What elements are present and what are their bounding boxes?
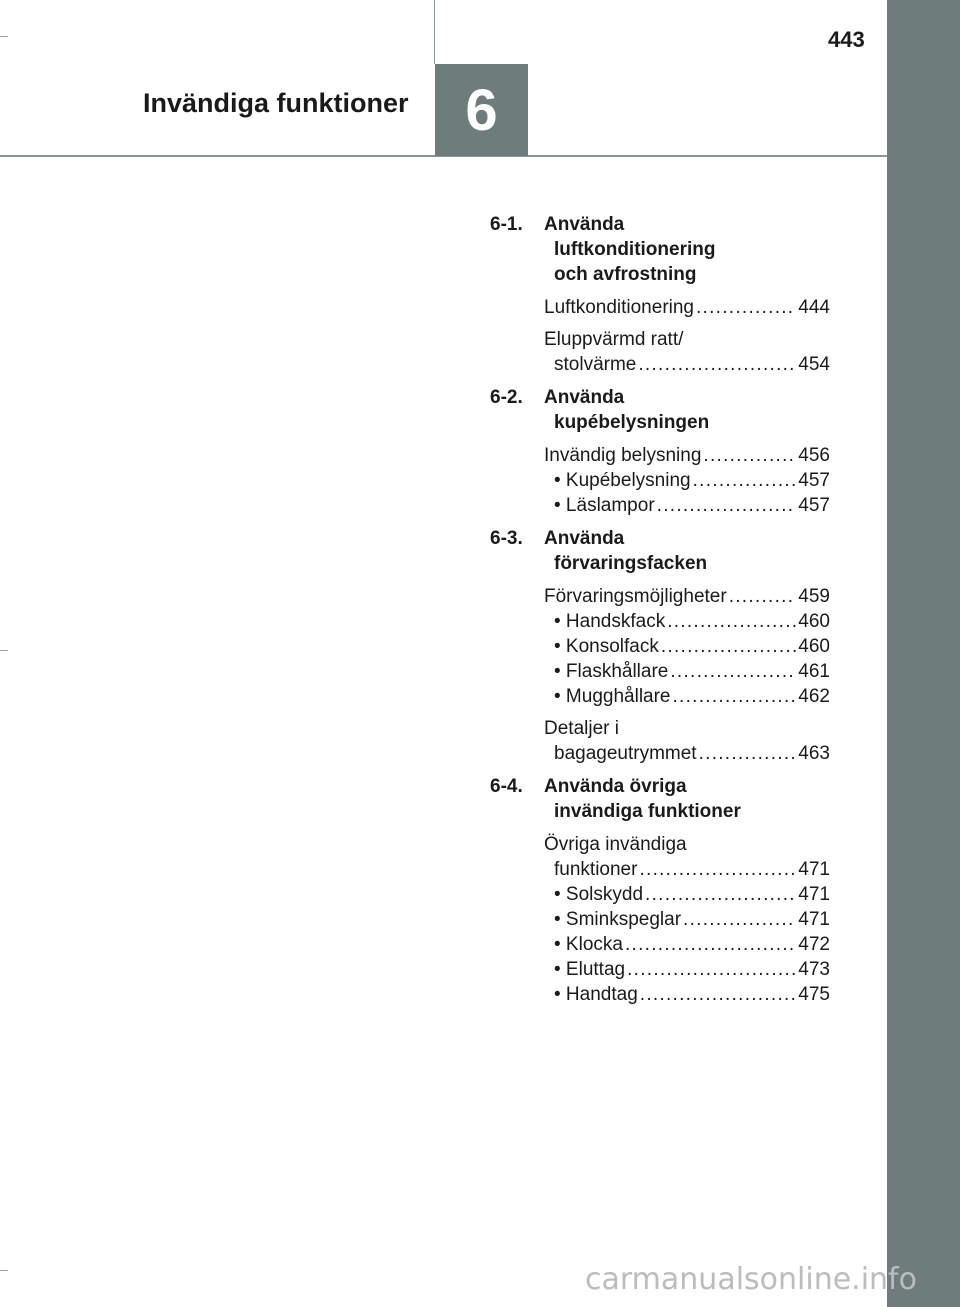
section-number: 6-1. [490,214,523,235]
toc-entries [544,295,830,377]
toc-entry-label: funktioner [554,859,638,880]
toc-entry-page: 456 [798,445,830,466]
toc-entries [544,584,830,766]
toc-section [490,212,830,377]
toc-entry-label: • Handtag [554,984,638,1005]
dot-leader [703,443,796,468]
page-number: 443 [828,27,865,52]
section-title [544,385,830,435]
toc-entry-link[interactable] [544,684,830,709]
toc-section-heading[interactable] [490,774,830,824]
dot-leader [661,634,796,659]
toc-section [490,526,830,766]
section-title [544,774,830,824]
toc-entry-page: 460 [798,636,830,657]
toc-entry-label: • Läslampor [554,495,655,516]
chapter-side-tab [887,0,960,1307]
chapter-number: 6 [465,77,498,143]
toc-section [490,774,830,1007]
dot-leader [673,684,797,709]
dot-leader [638,352,796,377]
toc-entry [544,327,830,377]
toc-entry-page: 471 [798,859,830,880]
crop-mark [0,1270,8,1271]
toc-entry-label: • Klocka [554,934,623,955]
toc-entry-link[interactable] [544,443,830,468]
toc-entry-page: 460 [798,611,830,632]
toc-entry-link[interactable] [544,493,830,518]
chapter-number-box [435,64,528,156]
toc-entry-link[interactable] [544,352,830,377]
toc-entry-page: 459 [798,586,830,607]
section-title-line: och avfrostning [554,264,697,285]
toc-entry-page: 457 [798,495,830,516]
section-title-line: förvaringsfacken [554,553,708,574]
dot-leader [640,982,797,1007]
section-title-line: Använda [544,214,625,235]
toc-entry [544,584,830,709]
section-number: 6-4. [490,776,523,797]
toc-entry-page: 475 [798,984,830,1005]
toc-entry-link[interactable] [544,584,830,609]
toc-entry-page: 462 [798,686,830,707]
toc-entries [544,443,830,518]
toc-entry-link[interactable] [544,857,830,882]
toc-entry-link[interactable] [544,982,830,1007]
crop-mark [0,650,8,651]
toc-entry-label: • Flaskhållare [554,661,669,682]
section-number: 6-3. [490,528,523,549]
toc-section-heading[interactable] [490,526,830,576]
section-title-line: luftkonditionering [554,239,716,260]
dot-leader [625,932,796,957]
section-title-line: invändiga funktioner [554,801,741,822]
toc-section-heading[interactable] [490,385,830,435]
table-of-contents [490,212,830,1015]
toc-entry-link[interactable] [544,609,830,634]
toc-entry-label: • Eluttag [554,959,626,980]
toc-entry [544,295,830,320]
toc-section-heading[interactable] [490,212,830,287]
toc-entry [544,832,830,1007]
toc-entry-link[interactable] [544,882,830,907]
header-divider [434,0,435,64]
toc-entry-label: • Mugghållare [554,686,671,707]
dot-leader [683,907,796,932]
toc-section [490,385,830,518]
toc-entry-link[interactable] [544,741,830,766]
toc-entry-link[interactable] [544,634,830,659]
toc-entries [544,832,830,1007]
toc-entry-label: • Handskfack [554,611,666,632]
toc-entry-page: 457 [798,470,830,491]
section-title-line: kupébelysningen [554,412,710,433]
toc-entry-line: Eluppvärmd ratt/ [544,329,684,350]
section-number: 6-2. [490,387,523,408]
crop-mark [0,36,8,37]
section-title-line: Använda övriga [544,776,687,797]
dot-leader [645,882,796,907]
toc-entry-page: 463 [798,743,830,764]
toc-entry-label: Förvaringsmöjligheter [544,586,727,607]
dot-leader [670,659,796,684]
section-title [544,212,830,287]
toc-entry-page: 461 [798,661,830,682]
toc-entry-link[interactable] [544,659,830,684]
toc-entry-page: 454 [798,354,830,375]
toc-entry [544,716,830,766]
section-title-line: Använda [544,528,625,549]
toc-entry-link[interactable] [544,295,830,320]
toc-entry-page: 472 [798,934,830,955]
dot-leader [657,493,797,518]
toc-entry-label: stolvärme [554,354,637,375]
dot-leader [729,584,797,609]
dot-leader [693,468,797,493]
toc-entry-page: 471 [798,909,830,930]
toc-entry [544,443,830,518]
dot-leader [627,957,796,982]
section-title [544,526,830,576]
toc-entry-label: Luftkonditionering [544,297,694,318]
toc-entry-page: 444 [798,297,830,318]
watermark: carmanualsonline.info [585,1262,917,1297]
toc-entry-label: bagageutrymmet [554,743,697,764]
toc-entry-label: Invändig belysning [544,445,702,466]
dot-leader [696,295,796,320]
section-title-line: Använda [544,387,625,408]
chapter-title: Invändiga funktioner [143,88,409,118]
toc-entry-line: Detaljer i [544,718,619,739]
toc-entry-page: 471 [798,884,830,905]
dot-leader [699,741,797,766]
toc-entry-label: • Sminkspeglar [554,909,682,930]
toc-entry-label: • Konsolfack [554,636,659,657]
dot-leader [639,857,796,882]
dot-leader [667,609,796,634]
toc-entry-link[interactable] [544,932,830,957]
toc-entry-page: 473 [798,959,830,980]
toc-entry-label: • Solskydd [554,884,644,905]
toc-entry-line: Övriga invändiga [544,834,687,855]
toc-entry-label: • Kupébelysning [554,470,691,491]
toc-entry-link[interactable] [544,468,830,493]
toc-entry-link[interactable] [544,907,830,932]
toc-entry-link[interactable] [544,957,830,982]
